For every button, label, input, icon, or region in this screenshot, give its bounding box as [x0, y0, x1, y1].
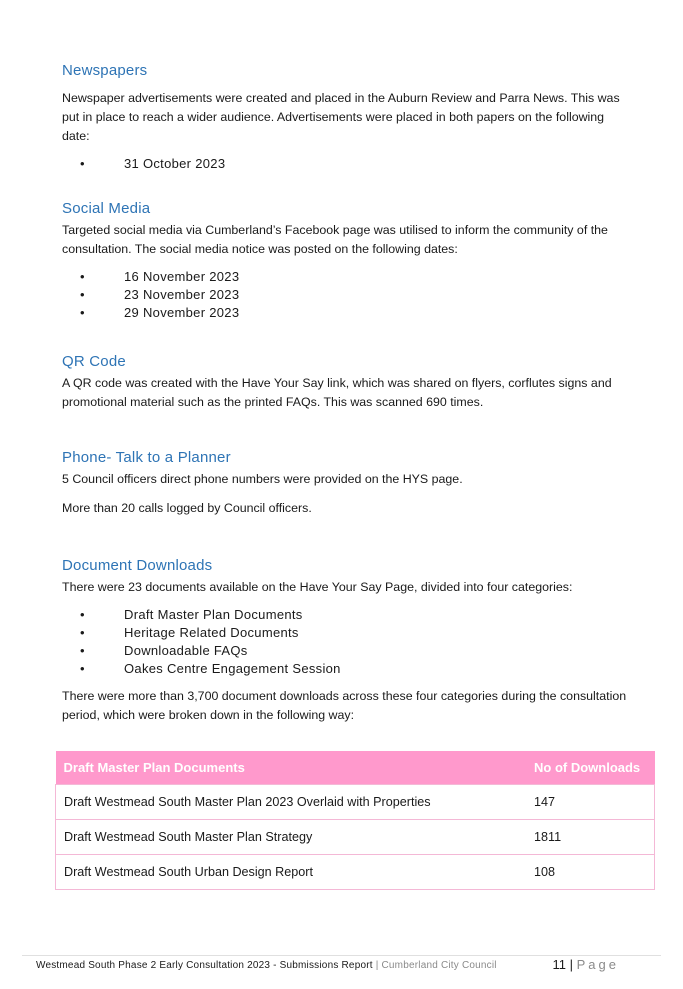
list-item: • 31 October 2023: [80, 156, 226, 171]
table-cell-document: Draft Westmead South Master Plan 2023 Overlaid with Properties: [56, 785, 527, 820]
phone-body-2: More than 20 calls logged by Council officers.: [62, 501, 312, 515]
bullet-icon: •: [80, 643, 85, 658]
downloads-table: [55, 751, 655, 890]
downloads-body-2: There were more than 3,700 document downloads across these four categories during the consultation period, which were broken down in the following way:: [62, 689, 627, 722]
table-header-document: Draft Master Plan Documents: [56, 751, 527, 785]
table-row: [56, 855, 655, 890]
list-item: • Draft Master Plan Documents: [80, 607, 303, 622]
qr-code-body: A QR code was created with the Have Your Say link, which was shared on flyers, corflutes signs and promotional material such as the printed FAQs. This was scanned 690 times.: [62, 376, 612, 409]
downloads-heading: Document Downloads: [62, 557, 213, 574]
bullet-icon: •: [80, 625, 85, 640]
table-cell-downloads: 147: [526, 785, 655, 820]
table-cell-downloads: 108: [526, 855, 655, 890]
bullet-icon: •: [80, 607, 85, 622]
footer-page-number: 11 | Page: [552, 957, 619, 972]
table-cell-document: Draft Westmead South Urban Design Report: [56, 855, 527, 890]
newspapers-bullet-list: [62, 155, 632, 173]
downloads-body: There were 23 documents available on the Have Your Say Page, divided into four categories:: [62, 580, 573, 594]
list-item: • Downloadable FAQs: [80, 643, 248, 658]
newspapers-body: Newspaper advertisements were created and placed in the Auburn Review and Parra News. This was put in place to reach a wider audience. Advertisements were placed in both papers on the following date:: [62, 91, 620, 143]
phone-heading: Phone- Talk to a Planner: [62, 449, 231, 466]
table-row: [56, 820, 655, 855]
social-media-heading: Social Media: [62, 200, 151, 217]
social-media-section: [62, 200, 632, 322]
table-row: [56, 785, 655, 820]
list-item: • Oakes Centre Engagement Session: [80, 661, 341, 676]
footer-org: Cumberland City Council: [381, 960, 497, 971]
bullet-icon: •: [80, 661, 85, 676]
footer-report-title: Westmead South Phase 2 Early Consultation 2023 - Submissions Report | Cumberland City Council: [36, 960, 497, 971]
bullet-icon: •: [80, 269, 85, 284]
footer-divider: [22, 955, 661, 956]
table-header-row: [56, 751, 655, 785]
phone-section: [62, 449, 632, 518]
list-item: • 23 November 2023: [80, 287, 240, 302]
social-media-body: Targeted social media via Cumberland’s Facebook page was utilised to inform the community of the consultation. The social media notice was posted on the following dates:: [62, 223, 608, 256]
phone-body-1: 5 Council officers direct phone numbers were provided on the HYS page.: [62, 472, 463, 486]
page-footer: [0, 955, 683, 975]
bullet-icon: •: [80, 287, 85, 302]
table-cell-downloads: 1811: [526, 820, 655, 855]
list-item: • Heritage Related Documents: [80, 625, 299, 640]
downloads-section: [62, 557, 632, 725]
downloads-bullet-list: [62, 606, 632, 678]
bullet-icon: •: [80, 156, 85, 171]
bullet-icon: •: [80, 305, 85, 320]
newspapers-heading: Newspapers: [62, 62, 148, 79]
newspapers-section: [62, 62, 632, 173]
qr-code-section: [62, 353, 632, 412]
list-item: • 16 November 2023: [80, 269, 240, 284]
social-media-bullet-list: [62, 268, 632, 322]
list-item: • 29 November 2023: [80, 305, 240, 320]
table-header-downloads: No of Downloads: [526, 751, 655, 785]
table-cell-document: Draft Westmead South Master Plan Strategy: [56, 820, 527, 855]
qr-code-heading: QR Code: [62, 353, 126, 370]
